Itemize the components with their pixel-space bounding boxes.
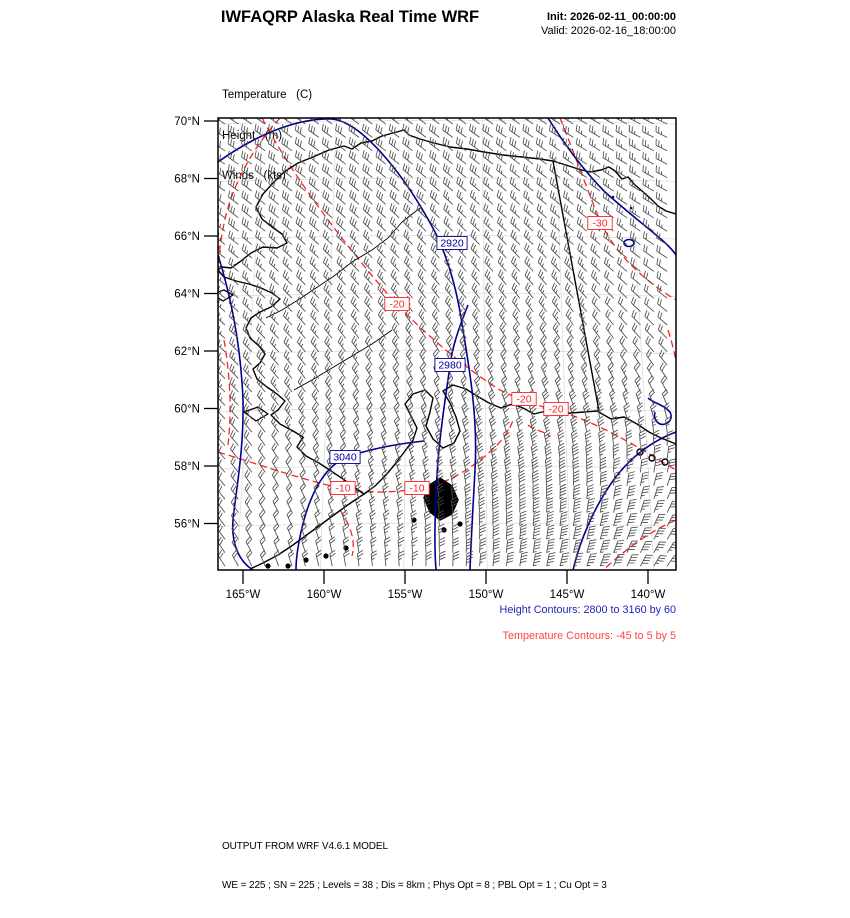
- temp-contour-label: -10: [409, 482, 425, 495]
- valid-time: Valid: 2026-02-16_18:00:00: [541, 24, 676, 37]
- lat-tick-label: 58°N: [174, 461, 200, 473]
- small-island: [323, 553, 328, 558]
- lat-tick-label: 68°N: [174, 173, 200, 186]
- lon-tick-label: 160°W: [306, 589, 342, 601]
- lon-tick-label: 155°W: [387, 589, 423, 601]
- temp-contour-label: -20: [548, 403, 564, 416]
- height-contour-label: 2920: [440, 237, 464, 250]
- small-island: [265, 563, 270, 568]
- lake-dot: [612, 196, 615, 199]
- height-contour-caption: Height Contours: 2800 to 3160 by 60: [499, 604, 676, 616]
- lat-tick-label: 62°N: [174, 346, 200, 358]
- lat-tick-label: 70°N: [174, 116, 200, 128]
- temp-contour-label: -20: [389, 298, 405, 311]
- lat-tick-label: 64°N: [174, 288, 200, 301]
- footer-config-line: WE = 225 ; SN = 225 ; Levels = 38 ; Dis = 8km ; Phys Opt = 8 ; PBL Opt = 1 ; Cu Opt = 3: [222, 880, 607, 891]
- model-footer: [222, 814, 607, 918]
- legend-temperature: Temperature (C): [222, 89, 313, 101]
- small-island: [285, 563, 290, 568]
- height-contour-label: 3040: [333, 451, 357, 464]
- temp-contour-label: -30: [592, 217, 608, 230]
- lat-tick-label: 60°N: [174, 403, 200, 416]
- lon-tick-label: 165°W: [225, 589, 261, 601]
- temperature-contour-caption: Temperature Contours: -45 to 5 by 5: [502, 630, 676, 642]
- temp-contour-label: -20: [516, 393, 532, 406]
- small-island: [457, 521, 462, 526]
- legend-height: Height (m): [222, 129, 283, 142]
- footer-model-line: OUTPUT FROM WRF V4.6.1 MODEL: [222, 841, 388, 852]
- lon-tick-label: 140°W: [630, 589, 666, 601]
- page-title: IWFAQRP Alaska Real Time WRF: [220, 8, 480, 26]
- lat-tick-label: 66°N: [174, 231, 200, 243]
- temp-contour-label: -10: [335, 482, 351, 495]
- lon-tick-label: 145°W: [549, 589, 585, 601]
- height-contour-label: 2980: [438, 359, 462, 372]
- lat-tick-label: 56°N: [174, 518, 200, 531]
- legend-winds: Winds (kts): [222, 170, 286, 182]
- init-time: Init: 2026-02-11_00:00:00: [546, 11, 676, 23]
- lon-tick-label: 150°W: [468, 589, 504, 601]
